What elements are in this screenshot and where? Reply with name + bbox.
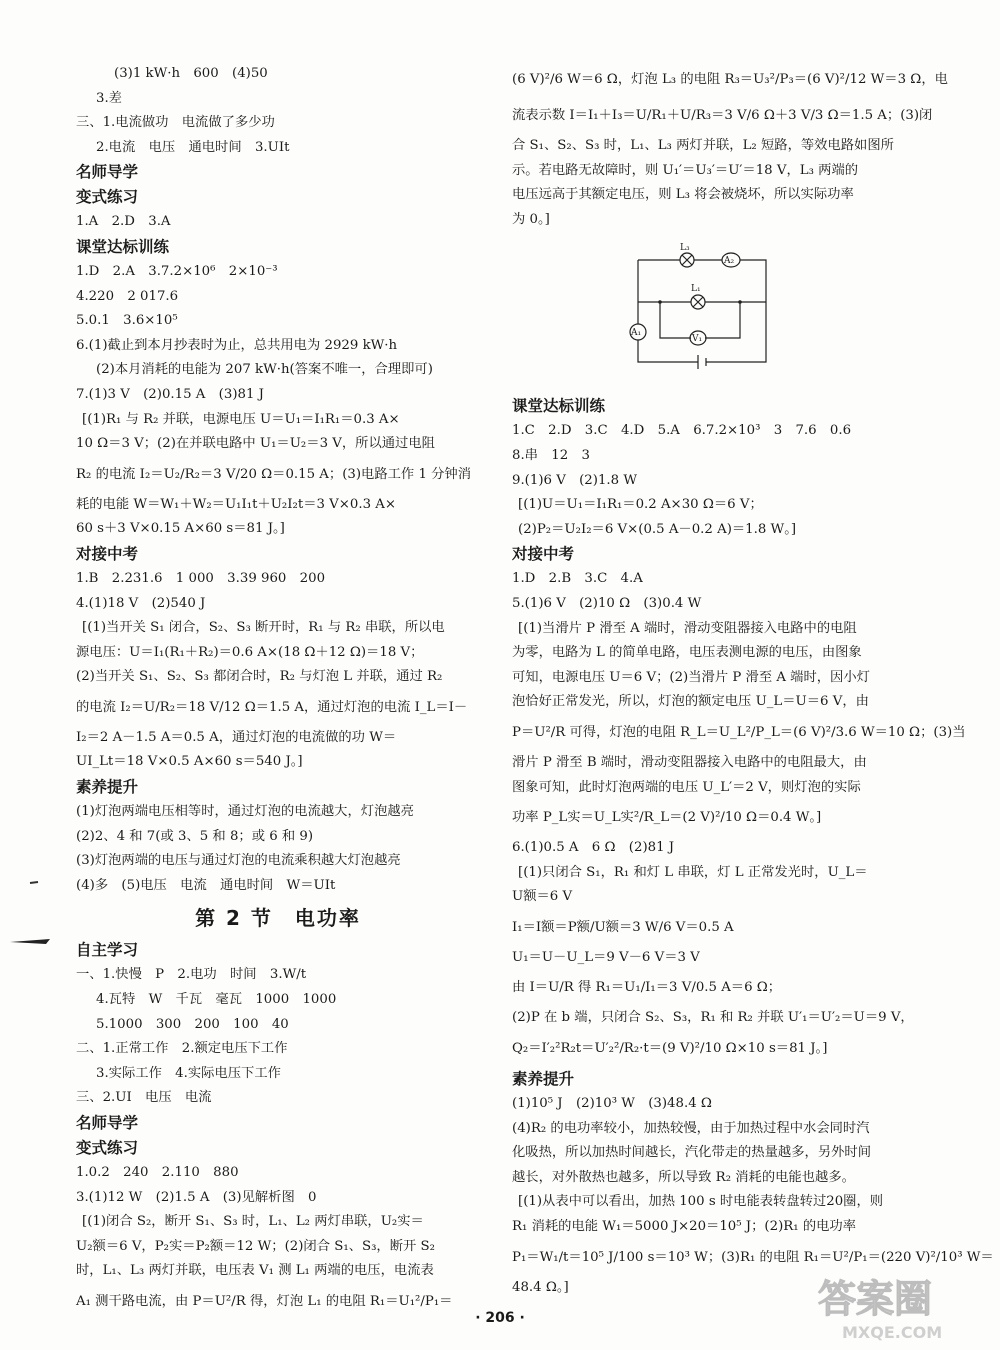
text-line: 二、1.正常工作 2.额定电压下工作	[76, 1041, 288, 1057]
text-line: (4)R₂ 的电功率较小，加热较慢，由于加热过程中水会同时汽	[512, 1120, 870, 1136]
text-line: [(1)U＝U₁＝I₁R₁＝0.2 A×30 Ω＝6 V；	[518, 497, 763, 513]
text-line: U额＝6 V	[512, 889, 573, 905]
text-line: 一、1.快慢 P 2.电功 时间 3.W/t	[76, 967, 307, 983]
text-line: 48.4 Ω。]	[512, 1279, 569, 1295]
section-heading: 自主学习	[76, 941, 139, 960]
text-line: (3)灯泡两端的电压与通过灯泡的电流乘积越大灯泡越亮	[76, 853, 401, 869]
text-line: 三、2.UI 电压 电流	[76, 1090, 212, 1106]
label-l3: L₃	[680, 243, 690, 253]
text-line: 1.D 2.B 3.C 4.A	[512, 571, 643, 587]
text-line: 流表示数 I＝I₁＋I₃＝U/R₁＋U/R₃＝3 V/6 Ω＋3 V/3 Ω＝1.5 A；(3)闭	[512, 108, 933, 123]
text-line: (2)本月消耗的电能为 207 kW·h(答案不唯一，合理即可)	[96, 362, 433, 378]
text-line: Q₂＝I′₂²R₂t＝U′₂²/R₂·t＝(9 V)²/10 Ω×10 s＝81 J。]	[512, 1041, 828, 1057]
text-line: (6 V)²/6 W＝6 Ω，灯泡 L₃ 的电阻 R₃＝U₃²/P₃＝(6 V)²/12 W＝3 Ω，电	[512, 72, 948, 87]
section-heading: 对接中考	[512, 545, 575, 564]
text-line: 2.电流 电压 通电时间 3.UIt	[96, 139, 290, 155]
section-heading: 变式练习	[76, 1139, 139, 1157]
text-line: 可知，电源电压 U＝6 V；(2)当滑片 P 滑至 A 端时，因小灯	[512, 669, 870, 685]
watermark-top: 答案圈	[818, 1277, 933, 1321]
text-line: 7.(1)3 V (2)0.15 A (3)81 J	[76, 386, 264, 402]
text-line: (2)2、4 和 7(或 3、5 和 8；或 6 和 9)	[76, 828, 314, 844]
label-a1: A₁	[631, 328, 642, 338]
text-line: [(1)当开关 S₁ 闭合，S₂、S₃ 断开时，R₁ 与 R₂ 串联，所以电	[82, 620, 445, 636]
text-line: 10 Ω＝3 V；(2)在并联电路中 U₁＝U₂＝3 V，所以通过电阻	[76, 436, 435, 452]
text-line: (2)当开关 S₁、S₂、S₃ 都闭合时，R₂ 与灯泡 L 并联，通过 R₂	[76, 669, 443, 685]
text-line: A₁ 测干路电流，由 P＝U²/R 得，灯泡 L₁ 的电阻 R₁＝U₁²/P₁＝	[76, 1293, 453, 1309]
text-line: 为 0。]	[512, 211, 550, 227]
left-column	[76, 62, 480, 1320]
text-line: 由 I＝U/R 得 R₁＝U₁/I₁＝3 V/0.5 A＝6 Ω；	[512, 980, 782, 996]
text-line: 耗的电能 W＝W₁＋W₂＝U₁I₁t＋U₂I₂t＝3 V×0.3 A×	[76, 496, 397, 512]
right-column-top	[512, 62, 948, 232]
text-line: 化吸热，所以加热时间越长，汽化带走的热量越多，另外时间	[512, 1145, 872, 1161]
section-heading: 变式练习	[76, 188, 139, 207]
text-line: [(1)R₁ 与 R₂ 并联，电源电压 U＝U₁＝I₁R₁＝0.3 A×	[82, 411, 400, 427]
text-line: [(1)闭合 S₂，断开 S₁、S₃ 时，L₁、L₂ 两灯串联，U₂实＝	[82, 1214, 424, 1230]
ink-smudge	[30, 880, 38, 886]
text-line: (1)10⁵ J (2)10³ W (3)48.4 Ω	[512, 1096, 712, 1112]
text-line: (2)P₂＝U₂I₂＝6 V×(0.5 A－0.2 A)＝1.8 W。]	[518, 521, 797, 537]
text-line: 电压远高于其额定电压，则 L₃ 将会被烧坏，所以实际功率	[512, 187, 854, 203]
text-line: 60 s＋3 V×0.15 A×60 s＝81 J。]	[76, 521, 285, 537]
text-line: 1.C 2.D 3.C 4.D 5.A 6.7.2×10³ 3 7.6 0.6	[512, 423, 852, 439]
text-line: 3.(1)12 W (2)1.5 A (3)见解析图 0	[76, 1189, 317, 1205]
text-line: UI_Lt＝18 V×0.5 A×60 s＝540 J。]	[76, 754, 303, 770]
text-line: I₁＝I额＝P额/U额＝3 W/6 V＝0.5 A	[512, 919, 734, 935]
section-heading: 素养提升	[76, 778, 139, 797]
text-line: I₂＝2 A－1.5 A＝0.5 A，通过灯泡的电流做的功 W＝	[76, 729, 397, 745]
text-line: (2)P 在 b 端，只闭合 S₂、S₃，R₁ 和 R₂ 并联 U′₁＝U′₂＝U＝9 V，	[512, 1010, 914, 1026]
text-line: 示。若电路无故障时，则 U₁′＝U₃′＝U′＝18 V，L₃ 两端的	[512, 162, 859, 178]
text-line: 1.0.2 240 2.110 880	[76, 1165, 239, 1180]
text-line: (3)1 kW·h 600 (4)50	[114, 66, 268, 81]
text-line: 的电流 I₂＝U/R₂＝18 V/12 Ω＝1.5 A，通过灯泡的电流 I_L＝I－	[76, 699, 468, 715]
text-line: 时，L₁、L₃ 两灯并联，电压表 V₁ 测 L₁ 两端的电压，电流表	[76, 1263, 434, 1279]
text-line: P₁＝W₁/t＝10⁵ J/100 s＝10³ W；(3)R₁ 的电阻 R₁＝U²/P₁＝(220 V)²/10³ W＝	[512, 1249, 994, 1265]
text-line: 1.B 2.231.6 1 000 3.39 960 200	[76, 570, 326, 586]
section-heading: 对接中考	[76, 544, 139, 563]
section-heading: 素养提升	[512, 1070, 575, 1089]
text-line: 5.1000 300 200 100 40	[96, 1016, 289, 1032]
text-line: R₂ 的电流 I₂＝U₂/R₂＝3 V/20 Ω＝0.15 A；(3)电路工作 1 分钟消	[76, 466, 472, 482]
text-line: 9.(1)6 V (2)1.8 W	[512, 472, 637, 488]
text-line: 图象可知，此时灯泡两端的电压 U_L′＝2 V，则灯泡的实际	[512, 779, 861, 795]
text-line: 3.实际工作 4.实际电压下工作	[96, 1065, 281, 1081]
label-l1: L₁	[691, 284, 701, 294]
text-line: (4)多 (5)电压 电流 通电时间 W＝UIt	[76, 877, 336, 893]
text-line: 4.(1)18 V (2)540 J	[76, 595, 206, 611]
text-line: [(1)当滑片 P 滑至 A 端时，滑动变阻器接入电路中的电阻	[518, 620, 857, 636]
text-line: 4.220 2 017.6	[76, 288, 179, 304]
text-line: 5.(1)6 V (2)10 Ω (3)0.4 W	[512, 595, 702, 611]
equivalent-circuit-diagram	[618, 240, 778, 370]
text-line: 三、1.电流做功 电流做了多少功	[76, 115, 275, 131]
text-line: 5.0.1 3.6×10⁵	[76, 313, 178, 329]
text-line: 合 S₁、S₂、S₃ 时，L₁、L₃ 两灯并联，L₂ 短路，等效电路如图所	[512, 138, 894, 153]
label-v1: V₁	[692, 334, 703, 344]
text-line: 6.(1)截止到本月抄表时为止，总共用电为 2929 kW·h	[76, 337, 398, 353]
text-line: 1.D 2.A 3.7.2×10⁶ 2×10⁻³	[76, 263, 278, 279]
text-line: 1.A 2.D 3.A	[76, 214, 171, 230]
ink-smudge	[10, 936, 50, 946]
text-line: 泡恰好正常发光，所以，灯泡的额定电压 U_L＝U＝6 V，由	[512, 694, 869, 710]
text-line: 4.瓦特 W 千瓦 毫瓦 1000 1000	[96, 992, 337, 1008]
text-line: P＝U²/R 可得，灯泡的电阻 R_L＝U_L²/P_L＝(6 V)²/3.6 W＝10 Ω；(3)当	[512, 724, 966, 740]
watermark-bottom: MXQE.COM	[842, 1323, 943, 1342]
text-line: 功率 P_L实＝U_L实²/R_L＝(2 V)²/10 Ω＝0.4 W。]	[512, 810, 822, 826]
text-line: (1)灯泡两端电压相等时，通过灯泡的电流越大，灯泡越亮	[76, 804, 414, 820]
text-line: U₂额＝6 V，P₂实＝P₂额＝12 W；(2)闭合 S₁、S₃，断开 S₂	[76, 1238, 435, 1254]
text-line: 8.串 12 3	[512, 447, 590, 463]
section-heading: 课堂达标训练	[76, 237, 170, 256]
text-line: [(1)只闭合 S₁，R₁ 和灯 L 串联，灯 L 正常发光时，U_L＝	[518, 864, 868, 880]
text-line: R₁ 消耗的电能 W₁＝5000 J×20＝10⁵ J；(2)R₁ 的电功率	[512, 1219, 857, 1235]
section-title: 第 2 节 电功率	[195, 906, 361, 931]
section-heading: 名师导学	[76, 163, 139, 182]
text-line: 3.差	[96, 90, 122, 106]
text-line: 源电压：U＝I₁(R₁＋R₂)＝0.6 A×(18 Ω＋12 Ω)＝18 V；	[76, 644, 424, 660]
page-number: · 206 ·	[475, 1310, 525, 1326]
text-line: 6.(1)0.5 A 6 Ω (2)81 J	[512, 840, 675, 856]
section-heading: 名师导学	[76, 1114, 139, 1132]
section-heading: 课堂达标训练	[512, 397, 606, 416]
label-a2: A₂	[724, 256, 735, 266]
text-line: U₁＝U－U_L＝9 V－6 V＝3 V	[512, 949, 700, 965]
text-line: [(1)从表中可以看出，加热 100 s 时电能表转盘转过20圈，则	[518, 1194, 884, 1210]
text-line: 为零，电路为 L 的简单电路，电压表测电源的电压，由图象	[512, 645, 862, 661]
watermark-logo	[812, 1268, 992, 1344]
text-line: 滑片 P 滑至 B 端时，滑动变阻器接入电路中的电阻最大，由	[512, 754, 867, 770]
text-line: 越长，对外散热也越多，所以导致 R₂ 消耗的电能也越多。	[512, 1169, 855, 1185]
